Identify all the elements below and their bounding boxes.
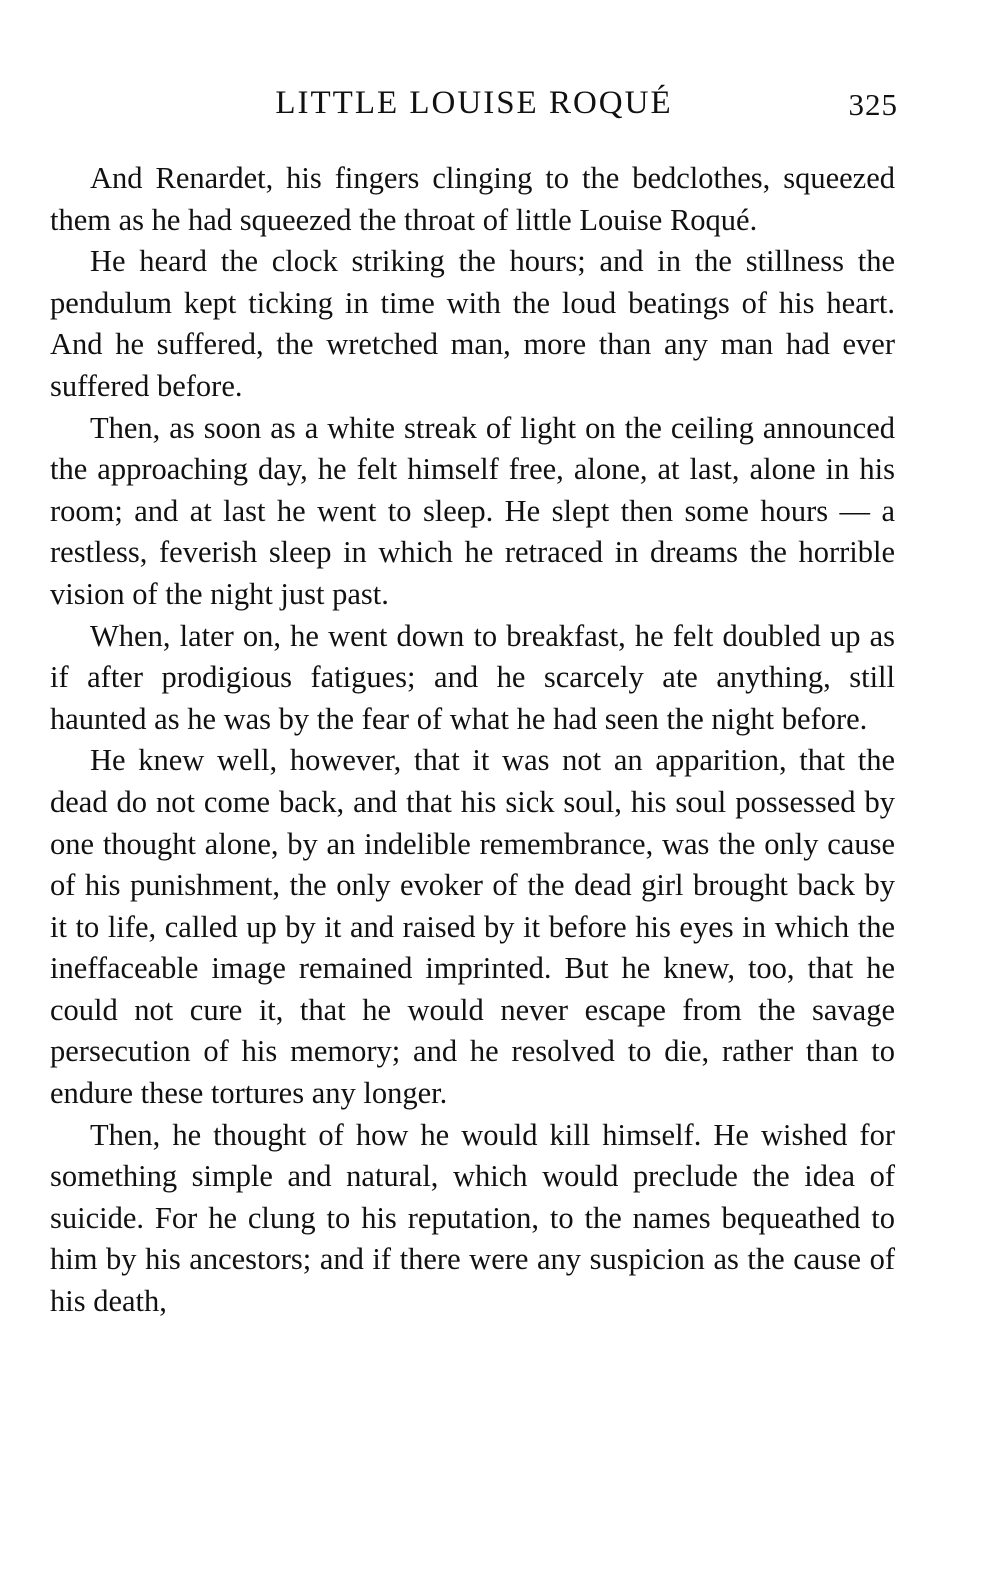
paragraph: He heard the clock striking the hours; and in the stillness the pendulum kept ticking in time with the loud beatings of his heart. And he suffered, the wretched man, more than any man had ever suffered before. xyxy=(50,244,895,403)
page-number: 325 xyxy=(848,87,898,122)
body-text xyxy=(50,158,895,1323)
paragraph: Then, as soon as a white streak of light on the ceiling announced the approaching day, he felt himself free, alone, at last, alone in his room; and at last he went to sleep. He slept then some hours — a restless, feverish sleep in which he retraced in dreams the horrible vision of the night just past. xyxy=(50,410,895,611)
running-title: LITTLE LOUISE ROQUÉ xyxy=(275,85,673,121)
paragraph: Then, he thought of how he would kill himself. He wished for something simple and natural, which would preclude the idea of suicide. For he clung to his reputation, to the names bequeathed to him by his ancestors; and if there were any suspicion as the cause of his death, xyxy=(50,1117,895,1319)
paragraph: And Renardet, his fingers clinging to the bedclothes, squeezed them as he had squeezed the throat of little Louise Roqué. xyxy=(50,161,895,237)
paragraph: When, later on, he went down to breakfast, he felt doubled up as if after prodigious fatigues; and he scarcely ate anything, still haunted as he was by the fear of what he had seen the night before. xyxy=(50,618,895,736)
page-header xyxy=(50,78,898,128)
paragraph: He knew well, however, that it was not an apparition, that the dead do not come back, and that his sick soul, his soul possessed by one thought alone, by an indelible remembrance, was the only cause of his punishment, the only evoker of the dead girl brought back by it to life, called up by it and raised by it before his eyes in which the ineffaceable image remained imprinted. But he knew, too, that he could not cure it, that he would never escape from the savage persecution of his memory; and he resolved to die, rather than to endure these tortures any longer. xyxy=(50,743,895,1111)
